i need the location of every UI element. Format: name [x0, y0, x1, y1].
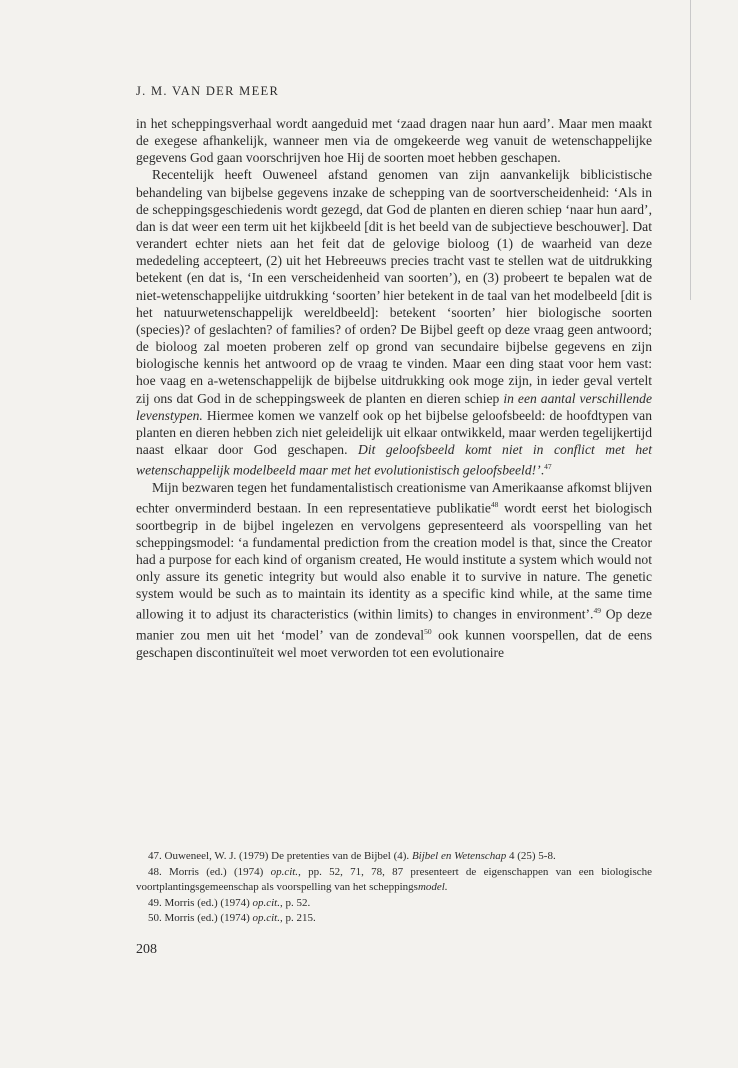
footnote-50: 50. Morris (ed.) (1974) op.cit., p. 215.: [148, 912, 316, 925]
scan-edge-line: [690, 0, 691, 300]
italic-run: op.cit.: [252, 912, 280, 925]
footnotes: [136, 849, 652, 927]
footnote-49: 49. Morris (ed.) (1974) op.cit., p. 52.: [148, 896, 311, 909]
italic-run: op.cit.: [252, 896, 280, 909]
footnote-ref: 48: [490, 499, 499, 509]
italic-run: model.: [417, 881, 448, 894]
footnote-48: 48. Morris (ed.) (1974) op.cit., pp. 52, 71, 78, 87 presenteert de eigenschappen van een biologische voortplantingsgemeenschap als voorspelling van het scheppingsmodel.: [136, 865, 652, 894]
body-text: [136, 115, 652, 661]
running-head: J. M. VAN DER MEER: [136, 84, 280, 98]
footnote-47: 47. Ouweneel, W. J. (1979) De pretenties van de Bijbel (4). Bijbel en Wetenschap 4 (25) 5-8.: [148, 850, 556, 862]
italic-run: Dit geloofsbeeld komt niet in conflict met het wetenschappelijk modelbeeld maar met het evolutionistisch geloofsbeeld!’: [136, 441, 652, 478]
page-number: 208: [136, 942, 157, 957]
body-paragraph: Recentelijk heeft Ouweneel afstand genomen van zijn aanvankelijk biblicistische behandeling van bijbelse gegevens inzake de schepping van de soortverscheidenheid: ‘Als in de scheppingsgeschiedenis wordt gezegd, dat God de planten en dieren schiep ‘naar hun aard’, dan is dat weer een term uit het kijkbeeld [dit is het beeld van de subjectieve beschouwer]. Dat verandert echter niets aan het feit dat de gelovige bioloog (1) de waarheid van deze mededeling accepteert, (2) uit het Hebreeuws precies tracht vast te stellen wat de uitdrukking betekent (en dat is, ‘In een verscheidenheid van soorten’), en (3) probeert te bepalen wat de niet-wetenschappelijke uitdrukking ‘soorten’ hier betekent in de taal van het modelbeeld [dit is het natuurwetenschappelijk wereldbeeld]: betekent ‘soorten’ hier biologische soorten (species)? of geslachten? of families? of orden? De Bijbel geeft op deze vraag geen antwoord; de bioloog zal moeten proberen zelf op grond van secundaire bijbelse gegevens en zijn biologische kennis het antwoord op de vraag te vinden. Maar een ding staat voor hem vast: hoe vaag en a-wetenschappelijk de bijbelse uitdrukking ook moge zijn, in ieder geval vertelt zij ons dat God in de scheppingsweek de planten en dieren schiep in een aantal verschillende levenstypen. Hiermee komen we vanzelf ook op het bijbelse geloofsbeeld: de hoofdtypen van planten en dieren hebben zich niet geleidelijk uit elkaar ontwikkeld, maar werden tegelijkertijd naast elkaar door God geschapen. Dit geloofsbeeld komt niet in conflict met het wetenschappelijk modelbeeld maar met het evolutionistisch geloofsbeeld!’.$^{47}$: [136, 167, 652, 478]
footnote-ref: 50: [424, 627, 432, 637]
italic-run: op.cit.: [270, 865, 299, 878]
body-paragraph: in het scheppingsverhaal wordt aangeduid met ‘zaad dragen naar hun aard’. Maar men maakt de exegese afhankelijk, wanneer men via de omgekeerde weg vanuit de wetenschappelijke gegevens God gaan voorschrijven hoe Hij de soorten moet hebben geschapen.: [136, 116, 652, 166]
italic-run: Bijbel en Wetenschap: [411, 850, 507, 862]
footnote-ref: 49: [593, 606, 601, 616]
italic-run: in een aantal verschillende levenstypen.: [136, 390, 652, 423]
footnote-ref: 47: [544, 462, 552, 472]
body-paragraph: Mijn bezwaren tegen het fundamentalistisch creationisme van Amerikaanse afkomst blijven echter onverminderd bestaan. In een representatieve publikatie$^{48}$ wordt eerst het biologisch soortbegrip in de bijbel ingelezen en vervolgens gepresenteerd als voorspelling van het scheppingsmodel: ‘a fundamental prediction from the creation model is that, since the Creator had a purpose for each kind of organism created, He would institute a system which would not only assure its genetic integrity but would also enable it to survive in nature. The genetic system would be such as to maintain its identity as a specific kind while, at the same time allowing it to adjust its characteristics (within limits) to changes in environment’.$^{49}$ Op deze manier zou men uit het ‘model’ van de zondeval$^{50}$ ook kunnen voorspellen, dat de eens geschapen discontinuïteit wel moet verworden tot een evolutionaire: [136, 479, 653, 660]
